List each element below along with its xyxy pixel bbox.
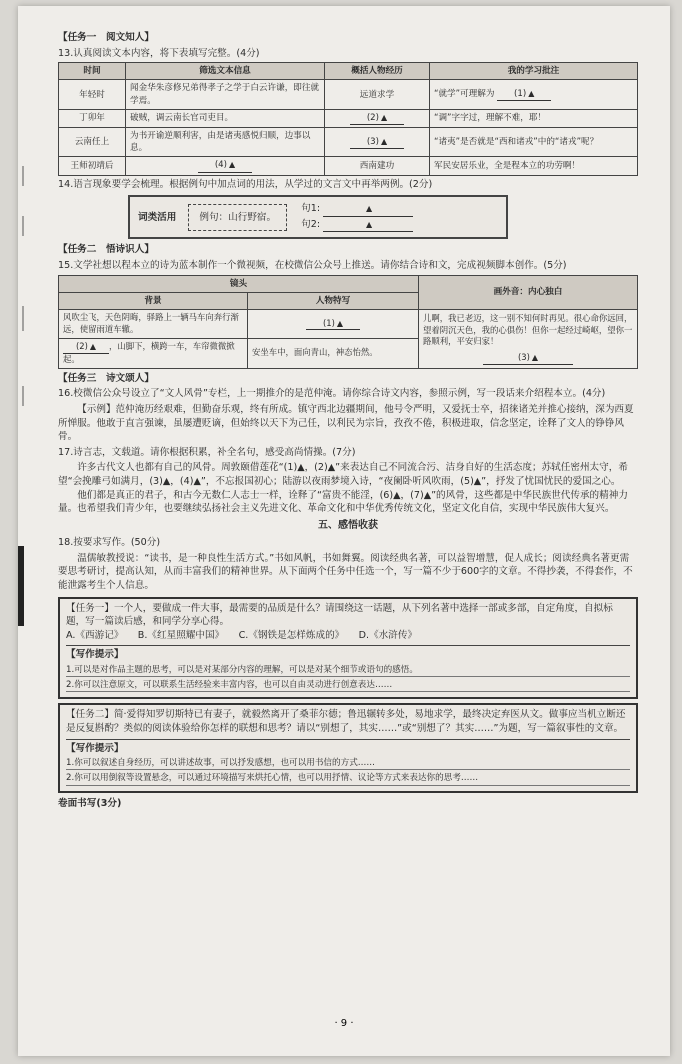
table-row [59,157,638,175]
col-header: 我的学习批注 [430,63,638,80]
cell: 远道求学 [325,80,430,109]
cell: 西南建功 [325,157,430,175]
exam-page [18,6,670,1056]
question-15: 15.文学社想以程本立的诗为蓝本制作一个微视频，在校微信公众号上推送。请你结合诗和文，完成视频脚本创作。(5分) [58,260,567,272]
cell-text: “就学”可理解为 [434,89,495,100]
blank-label: (1) [514,89,527,100]
sentence-1 [301,202,413,217]
cell [248,310,419,339]
table-row [59,128,638,157]
cell [325,109,430,127]
answer-blank[interactable] [198,159,252,172]
sentence-2 [301,218,413,233]
table-header-row [59,63,638,80]
triangle-icon: ▲ [381,136,388,146]
hint-line: 1.可以是对作品主题的思考，可以是对某部分内容的理解，可以是对某个细节或语句的感悟。 [66,664,630,677]
cell: “诸夷”是否就是“西和诸戎”中的“诸戎”呢？ [430,128,638,157]
voice-text: 儿啊，我已老迈，这一别不知何时再见。很心命你远回，望着阴沉天色，我的心俱伤！但你一起经过崎岖，望你一路顺利，平安归家！ [423,312,633,347]
answer-blank[interactable] [323,218,413,233]
book-options: A.《西游记》 B.《红星照耀中国》 C.《钢铁是怎样炼成的》 D.《水浒传》 [66,629,418,641]
sentence-blanks [301,201,413,233]
cell: 年轻时 [59,80,126,109]
page-content [58,28,638,810]
table-row [59,109,638,127]
table-row [59,80,638,109]
writing-task-2-title: 【任务二】简·爱得知罗切斯特已有妻子，就毅然离开了桑菲尔德；鲁迅辗转多处，易地求学，最终决定弃医从文。做事应当机立断还是反复斟酌？类似的阅读体验给你怎样的联想和思考？请以“别想了，其实……”或“别想了？其实……”为题，写一篇叙事性的文章。 [66,709,626,734]
col-header: 时间 [59,63,126,80]
hint-title: 【写作提示】 [66,649,124,661]
col-header: 镜头 [59,275,419,292]
col-header: 画外音：内心独白 [419,275,638,309]
triangle-icon: ▲ [381,112,388,122]
cell-text: ，山脚下，横跨一车，车帘微微掀起。 [63,340,235,364]
cell: 王师初靖后 [59,157,126,175]
task3-heading: 【任务三 诗文颂人】 [58,372,154,384]
cell: 闻金华朱彦修兄弟得孝子之学于白云许谦，即往就学焉。 [126,80,325,109]
cell [126,157,325,175]
answer-blank[interactable] [350,112,404,125]
blank-label: (4) [214,160,228,171]
cell: “调”字字过，理解不难，耶！ [430,109,638,127]
page-number: · 9 · [334,1018,354,1029]
task1-heading: 【任务一 阅文知人】 [58,32,154,43]
blank-label: (1) [322,317,335,328]
section-title: 五、感悟收获 [318,519,378,531]
example-paragraph: 【示例】范仲淹历经艰难，但勤奋乐观，终有所成。镇守西北边疆期间，他号令严明，又爱抚士卒，招徕诸羌并推心接纳，深为西夏所惮服。他敢于直言强谏，虽屡遭贬谪，但始终以天下为己任，以利民为宗旨，孜孜不倦，积极进取，信念坚定，诠释了文人的铮铮风骨。 [58,404,634,443]
cell: 军民安居乐业，全是程本立的功劳啊！ [430,157,638,175]
triangle-icon: ▲ [336,318,344,328]
cell: 丁卯年 [59,109,126,127]
col-header: 背景 [59,292,248,309]
cell: 安坐车中，面向青山，神态怡然。 [248,338,419,368]
blank-label: (3) [366,136,380,147]
sentence-1-label: 句1: [301,203,321,215]
col-header: 人物特写 [248,292,419,309]
cell: 云南任上 [59,128,126,157]
question-17: 17.诗言志，文载道。请你根据积累，补全名句，感受高尚情操。(7分) [58,446,356,458]
triangle-icon: ▲ [366,204,373,214]
blank-label: (2) [366,112,380,123]
cell: 破贼，调云南长官司吏目。 [126,109,325,127]
cell: 为书开谕逆顺利害，由是诸夷感悦归顺，边事以息。 [126,128,325,157]
answer-blank[interactable] [323,202,413,217]
writing-task-1-title: 【任务一】一个人，要做成一件大事，最需要的品质是什么？请围绕这一话题，从下列名著中选择一部或多部，自定角度，自拟标题，写一篇读后感，和同学分享心得。 [66,602,613,628]
answer-blank[interactable] [63,341,109,354]
blank-label: (2) [75,340,88,351]
triangle-icon: ▲ [366,219,373,229]
video-script-table [58,275,638,369]
col-header: 概括人物经历 [325,63,430,80]
answer-blank[interactable] [497,88,551,101]
triangle-icon: ▲ [531,353,539,363]
poem-paragraph-2: 他们都是真正的君子，和古今无数仁人志士一样，诠释了“富贵不能淫，(6)▲，(7)▲”的风骨，这些都是中华民族世代传承的精神力量。也希望我们青少年，也要继续弘扬社会主义先进文化、革命文化和中华优秀传统文化，坚定文化自信，实现中华民族伟大复兴。 [58,489,628,515]
example-sentence: 例句：山行野宿。 [188,204,287,232]
voice-blank-wrap [423,352,633,365]
cell [419,310,638,369]
cell: 风吹尘飞，天色阴晦，驿路上一辆马车向奔行渐远，使留雨道车辙。 [59,310,248,339]
reading-table [58,62,638,175]
poem-paragraph-1: 许多古代文人也都有自己的风骨。周敦颐借莲花“(1)▲，(2)▲”来表达自己不同流合污、洁身自好的生活态度；苏轼任密州太守，希望“会挽雕弓如满月，(3)▲，(4)▲”，不忘报国初心；陆游以夜雨梦境入诗，“夜阑卧听风吹雨，(5)▲”，抒发了忧国忧民的爱国之心。 [58,462,628,488]
writing-hint [66,645,630,692]
writing-hint [66,739,630,786]
cell [325,128,430,157]
sentence-2-label: 句2: [301,218,321,230]
blank-label: (3) [517,352,530,363]
question-16: 16.校微信公众号设立了“文人风骨”专栏，上一期推介的是范仲淹。请你综合诗文内容，参照示例，写一段话来介绍程本立。(4分) [58,388,606,400]
question-14: 14.语言现象要学会梳理。根据例句中加点词的用法，从学过的文言文中再举两例。(2分) [58,178,433,190]
task2-heading: 【任务二 悟诗识人】 [58,244,154,256]
writing-intro: 温儒敏教授说：“读书，是一种良性生活方式。”书如风帆，书如舞翼。阅读经典名著，可以益智增慧，促人成长；阅读经典名著更需要思考研讨，提高认知，从而丰富我们的精神世界。从下面两个任务中任选一个，写一篇不少于600字的文章。不得抄袭，不得套作，不能泄露考生个人信息。 [58,552,633,591]
answer-blank[interactable] [483,352,573,365]
writing-task-2 [58,703,638,792]
usage-category: 词类活用 [138,211,177,223]
col-header: 筛选文本信息 [126,63,325,80]
triangle-icon: ▲ [528,89,535,99]
question-18: 18.按要求写作。(50分) [58,537,161,549]
hint-line: 1.你可以叙述自身经历，可以讲述故事，可以抒发感想，也可以用书信的方式…… [66,757,630,770]
cell [59,338,248,368]
hint-title: 【写作提示】 [66,742,124,754]
hint-line: 2.你可以注意原文，可以联系生活经验来丰富内容，也可以自由灵动进行创意表达…… [66,679,630,692]
binding-margin-marks [18,86,28,646]
writing-task-1 [58,597,638,700]
table-header-row [59,275,638,292]
answer-blank[interactable] [350,136,404,149]
cell [430,80,638,109]
question-13: 13.认真阅读文本内容，将下表填写完整。(4分) [58,47,260,59]
answer-blank[interactable] [306,318,360,331]
hint-line: 2.你可以用倒叙等设置悬念，可以通过环境描写来烘托心情，也可以用抒情、议论等方式来表达你的思考…… [66,772,630,785]
word-usage-box [128,195,508,239]
triangle-icon: ▲ [229,160,236,170]
table-row [59,310,638,339]
handwriting-score: 卷面书写(3分) [58,797,122,809]
triangle-icon: ▲ [89,341,97,351]
